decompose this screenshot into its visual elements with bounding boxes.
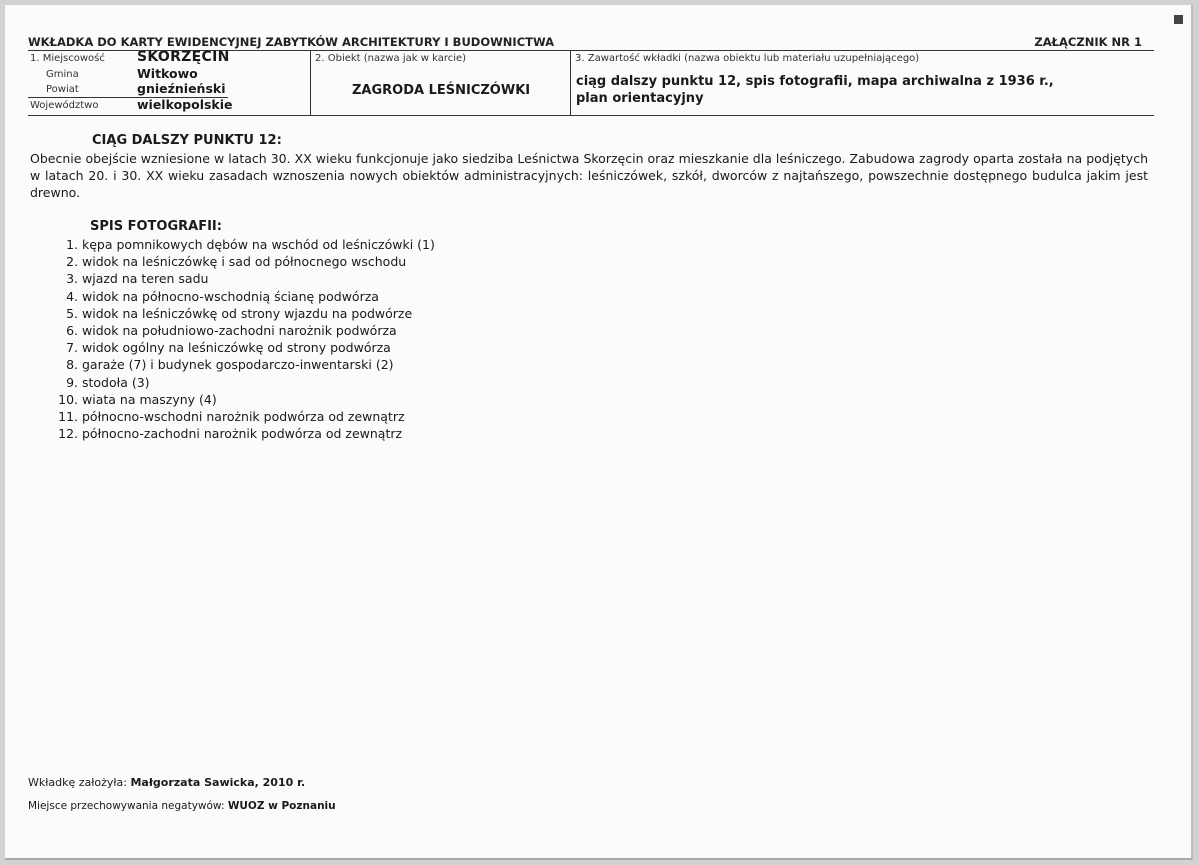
storage-line bbox=[28, 800, 336, 812]
list-item: 6. widok na południowo-zachodni narożnik podwórza bbox=[82, 322, 435, 339]
header-bottom-rule bbox=[28, 115, 1154, 116]
contents-line-2: plan orientacyjny bbox=[576, 91, 704, 106]
label-object: 2. Obiekt (nazwa jak w karcie) bbox=[315, 53, 467, 64]
author-label: Wkładkę założyła: bbox=[28, 776, 127, 789]
author-line bbox=[28, 776, 305, 789]
photo-list bbox=[40, 236, 435, 442]
value-gmina: Witkowo bbox=[137, 66, 198, 81]
wojewodztwo-rule bbox=[28, 97, 228, 98]
list-item: 10. wiata na maszyny (4) bbox=[82, 391, 435, 408]
document-header bbox=[28, 35, 1154, 49]
section-continuation-heading: CIĄG DALSZY PUNKTU 12: bbox=[92, 133, 282, 148]
author-name: Małgorzata Sawicka, 2010 r. bbox=[130, 776, 306, 789]
photo-list-heading: SPIS FOTOGRAFII: bbox=[90, 219, 222, 234]
list-item: 11. północno-wschodni narożnik podwórza od zewnątrz bbox=[82, 408, 435, 425]
value-powiat: gnieźnieński bbox=[137, 81, 226, 96]
label-gmina: Gmina bbox=[46, 69, 79, 80]
column-divider-2 bbox=[570, 50, 571, 115]
label-miejscowosc: 1. Miejscowość bbox=[30, 53, 105, 64]
list-item: 7. widok ogólny na leśniczówkę od strony podwórza bbox=[82, 339, 435, 356]
storage-label: Miejsce przechowywania negatywów: bbox=[28, 800, 225, 812]
list-item: 4. widok na północno-wschodnią ścianę podwórza bbox=[82, 288, 435, 305]
label-contents: 3. Zawartość wkładki (nazwa obiektu lub materiału uzupełniającego) bbox=[575, 53, 920, 64]
column-divider-1 bbox=[310, 50, 311, 115]
list-item: 12. północno-zachodni narożnik podwórza od zewnątrz bbox=[82, 425, 435, 442]
value-miejscowosc: SKORZĘCIN bbox=[137, 49, 230, 65]
label-powiat: Powiat bbox=[46, 84, 79, 95]
scan-mark bbox=[1174, 15, 1183, 24]
list-item: 5. widok na leśniczówkę od strony wjazdu na podwórze bbox=[82, 305, 435, 322]
document-title: WKŁADKA DO KARTY EWIDENCYJNEJ ZABYTKÓW ARCHITEKTURY I BUDOWNICTWA bbox=[28, 35, 555, 49]
list-item: 2. widok na leśniczówkę i sad od północnego wschodu bbox=[82, 253, 435, 270]
list-item: 8. garaże (7) i budynek gospodarczo-inwentarski (2) bbox=[82, 356, 435, 373]
list-item: 1. kępa pomnikowych dębów na wschód od leśniczówki (1) bbox=[82, 236, 435, 253]
list-item: 9. stodoła (3) bbox=[82, 374, 435, 391]
storage-value: WUOZ w Poznaniu bbox=[227, 800, 336, 812]
list-item: 3. wjazd na teren sadu bbox=[82, 270, 435, 287]
value-wojewodztwo: wielkopolskie bbox=[137, 97, 233, 112]
contents-line-1: ciąg dalszy punktu 12, spis fotografii, mapa archiwalna z 1936 r., bbox=[576, 74, 1054, 89]
section-continuation-text: Obecnie obejście wzniesione w latach 30. XX wieku funkcjonuje jako siedziba Leśnictwa Skorzęcin oraz mieszkanie dla leśniczego. Zabudowa zagrody oparta została na podjętych w latach 20. i 30. XX wieku zasadach wznoszenia nowych obiektów administracyjnych: leśniczówek, szkół, dworców z najtańszego, powszechnie dostępnego budulca jakim jest drewno. bbox=[30, 151, 1148, 200]
attachment-number: ZAŁĄCZNIK NR 1 bbox=[1034, 35, 1142, 49]
label-wojewodztwo: Województwo bbox=[30, 100, 99, 111]
object-name: ZAGRODA LEŚNICZÓWKI bbox=[352, 83, 531, 98]
